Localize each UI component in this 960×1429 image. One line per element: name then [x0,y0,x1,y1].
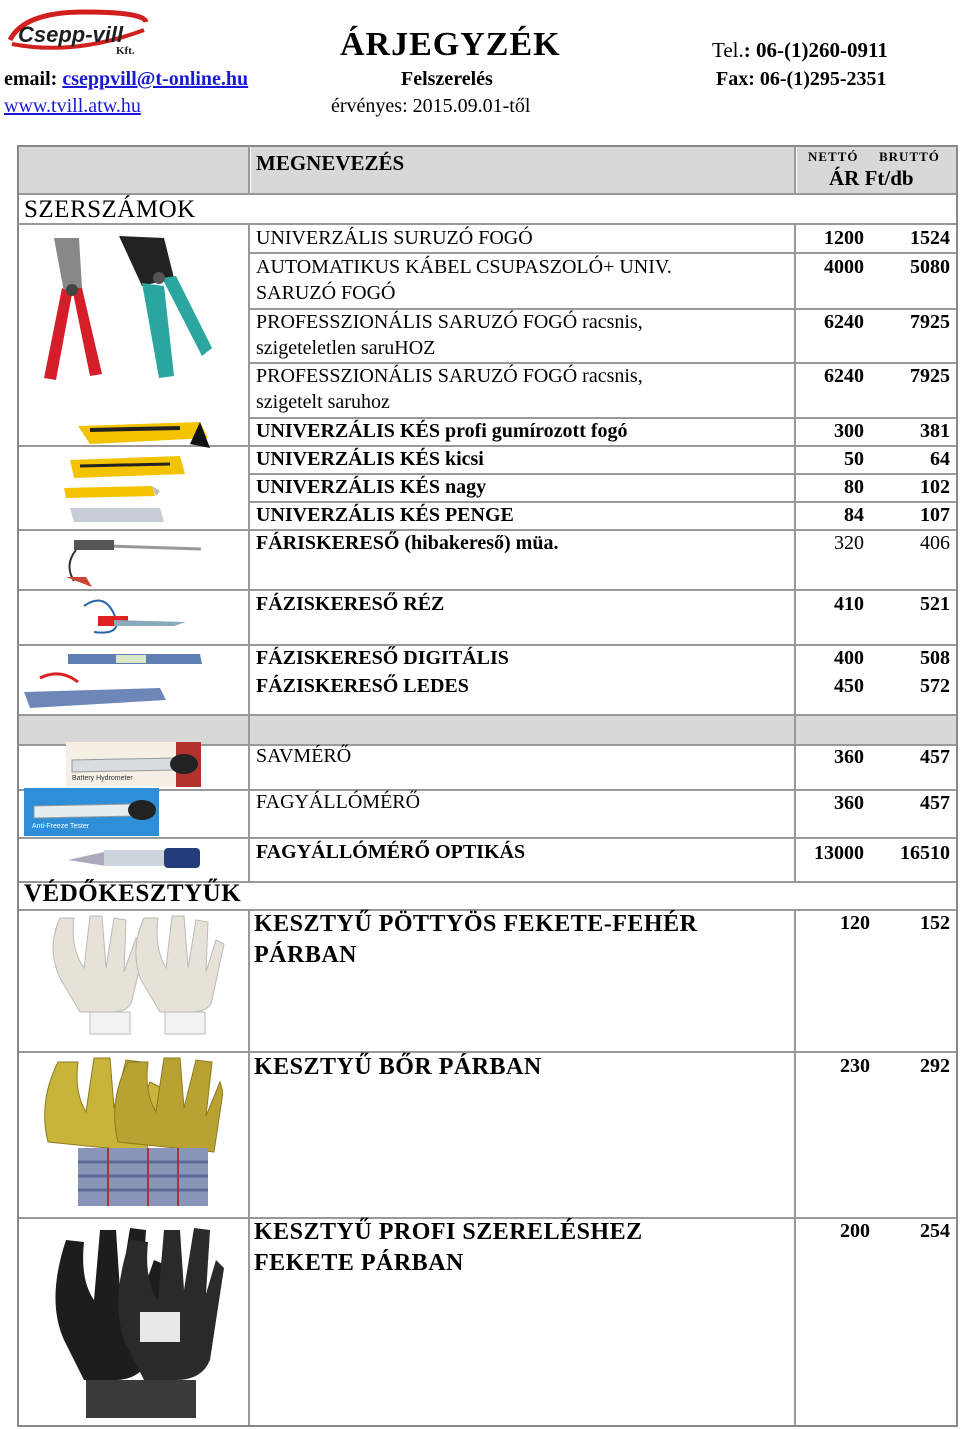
row-netto: 80 [844,476,864,498]
battery-hydrometer-photo [66,742,201,787]
row-name: FAGYÁLLÓMÉRŐ OPTIKÁS [256,841,526,863]
spacer-row [19,716,956,744]
logo-text: Csepp-vill [18,22,124,47]
row-brutto: 508 [920,647,950,669]
row-name: UNIVERZÁLIS KÉS PENGE [256,504,514,526]
row-brutto: 152 [920,912,950,934]
row-name: UNIVERZÁLIS KÉS kicsi [256,448,484,470]
crimping-pliers-photo [24,228,214,388]
row-netto: 400 [834,647,864,669]
row-netto: 200 [840,1220,870,1242]
phase-tester-digital-photo [20,648,205,718]
row-brutto: 1524 [910,227,950,249]
row-netto: 50 [844,448,864,470]
row-brutto: 7925 [910,311,950,333]
email-line [4,68,248,91]
antifreeze-tester-photo [24,788,159,836]
row-brutto: 457 [920,746,950,768]
row-name-line2: szigeteletlen saruHOZ [256,337,436,359]
dotted-gloves-photo [40,908,225,1036]
row-brutto: 381 [920,420,950,442]
company-logo [4,6,154,58]
knife-medium-icon [70,456,185,478]
row-name: KESZTYŰ PROFI SZERELÉSHEZ [254,1219,643,1245]
row-name: KESZTYŰ PÖTTYÖS FEKETE-FEHÉR [254,911,698,937]
fault-finder-photo [56,535,206,590]
row-name: AUTOMATIKUS KÁBEL CSUPASZOLÓ+ UNIV. [256,256,672,278]
row-brutto: 521 [920,593,950,615]
black-gloves-photo [44,1220,224,1420]
validity-date: érvényes: 2015.09.01-től [331,95,531,117]
email-link[interactable]: cseppvill@t-online.hu [62,68,249,90]
row-netto: 410 [834,593,864,615]
email-label: email: [4,68,63,90]
row-name-line2: szigetelt saruhoz [256,391,390,413]
row-netto: 450 [834,675,864,697]
section-tools: SZERSZÁMOK [24,196,196,223]
row-netto: 6240 [824,365,864,387]
header-cell-blank [19,147,249,193]
row-netto: 230 [840,1055,870,1077]
fax: Fax: 06-(1)295-2351 [716,68,887,90]
row-brutto: 64 [930,448,950,470]
row-brutto: 102 [920,476,950,498]
row-netto: 1200 [824,227,864,249]
row-name: FÁZISKERESŐ RÉZ [256,593,445,615]
page-subtitle: Felszerelés [401,68,493,90]
website-link[interactable]: www.tvill.atw.hu [4,95,141,117]
row-name: FÁRISKERESŐ (hibakereső) müa. [256,532,559,554]
row-name: SAVMÉRŐ [256,745,352,767]
utility-knives-photo [60,418,215,528]
row-name-line2: PÁRBAN [254,942,357,968]
row-netto: 360 [834,792,864,814]
row-brutto: 292 [920,1055,950,1077]
row-brutto: 457 [920,792,950,814]
row-name: PROFESSZIONÁLIS SARUZÓ FOGÓ racsnis, [256,311,643,333]
section-gloves: VÉDŐKESZTYŰK [24,880,242,907]
phase-tester-copper-photo [74,596,189,641]
tel-label: Tel. [712,38,744,62]
tel-value: : 06-(1)260-0911 [743,38,888,62]
row-name: FÁZISKERESŐ DIGITÁLIS [256,647,509,669]
leather-gloves-photo [38,1052,223,1210]
row-name: FAGYÁLLÓMÉRŐ [256,791,421,813]
row-brutto: 572 [920,675,950,697]
knife-large-icon [78,422,210,448]
hydrometer-label: Battery Hydrometer [72,775,133,782]
blades-icon [70,508,164,522]
netto-header: NETTÓ [808,149,859,164]
row-name: FÁZISKERESŐ LEDES [256,675,469,697]
telephone [712,38,888,63]
row-name: KESZTYŰ BŐR PÁRBAN [254,1054,542,1080]
ratchet-crimper-icon [119,236,212,378]
logo-sub: Kft. [116,45,135,57]
refractometer-photo [64,842,204,872]
row-netto: 360 [834,746,864,768]
knife-small-icon [64,486,160,498]
row-brutto: 5080 [910,256,950,278]
wire-stripper-icon [44,238,102,380]
price-unit-header: ÁR Ft/db [829,166,914,190]
row-netto: 84 [844,504,864,526]
row-brutto: 7925 [910,365,950,387]
page-title: ÁRJEGYZÉK [340,26,561,63]
row-name-line2: SARUZÓ FOGÓ [256,282,396,304]
row-netto: 4000 [824,256,864,278]
column-name-header: MEGNEVEZÉS [256,151,405,175]
row-netto: 320 [834,532,864,554]
brutto-header: BRUTTÓ [879,149,940,164]
row-netto: 300 [834,420,864,442]
row-brutto: 406 [920,532,950,554]
row-brutto: 16510 [900,842,950,864]
row-name-line2: FEKETE PÁRBAN [254,1250,464,1276]
row-name: UNIVERZÁLIS KÉS profi gumírozott fogó [256,420,628,442]
row-name: UNIVERZÁLIS SURUZÓ FOGÓ [256,227,533,249]
row-netto: 13000 [814,842,864,864]
antifreeze-label: Anti-Freeze Tester [32,823,90,830]
row-name: PROFESSZIONÁLIS SARUZÓ FOGÓ racsnis, [256,365,643,387]
row-netto: 6240 [824,311,864,333]
row-name: UNIVERZÁLIS KÉS nagy [256,476,487,498]
row-brutto: 107 [920,504,950,526]
row-netto: 120 [840,912,870,934]
row-brutto: 254 [920,1220,950,1242]
